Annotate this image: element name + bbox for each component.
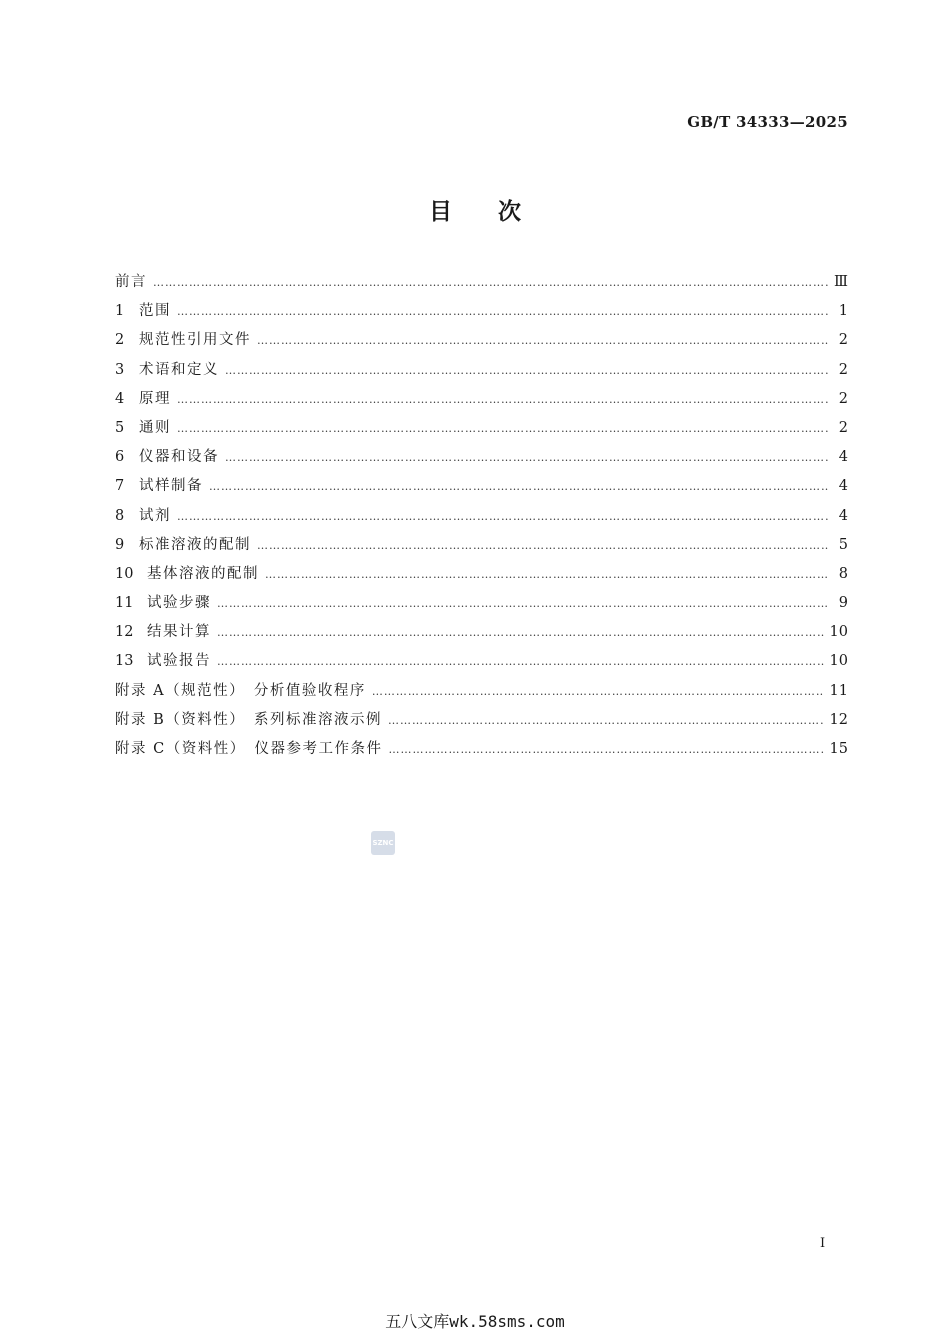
- toc-entry-number: 3: [115, 361, 125, 378]
- toc-entry-number: 12: [115, 624, 134, 641]
- toc-entry-label: 附录 A（规范性） 分析值验收程序: [115, 682, 366, 699]
- toc-entry-label: 范围: [139, 303, 171, 320]
- toc-entry-page: 2: [838, 419, 848, 436]
- toc-entry-page: 4: [838, 478, 848, 495]
- toc-entry-label: 结果计算: [147, 624, 211, 641]
- toc-entry[interactable]: [115, 416, 848, 445]
- toc-entry-page: 2: [838, 361, 848, 378]
- toc-entry[interactable]: [115, 328, 848, 357]
- toc-entry[interactable]: [115, 591, 848, 620]
- toc-dot-leader: [217, 626, 824, 639]
- toc-entry-label: 前言: [115, 274, 147, 290]
- toc-dot-leader: [265, 568, 828, 581]
- toc-entry-page: 9: [838, 595, 848, 612]
- toc-entry-page: 15: [829, 741, 848, 757]
- toc-entry-number: 11: [115, 595, 134, 612]
- toc-dot-leader: [217, 655, 824, 668]
- toc-entry-number: 5: [115, 419, 125, 436]
- toc-entry[interactable]: [115, 270, 848, 299]
- toc-entry[interactable]: [115, 504, 848, 533]
- toc-entry-label: 标准溶液的配制: [139, 536, 251, 553]
- toc-dot-leader: [177, 422, 828, 435]
- table-of-contents: [115, 270, 848, 766]
- toc-entry[interactable]: [115, 387, 848, 416]
- toc-entry-label: 通则: [139, 419, 171, 436]
- toc-entry[interactable]: [115, 737, 848, 766]
- toc-entry-label: 试样制备: [139, 478, 203, 495]
- toc-entry-label: 附录 B（资料性） 系列标准溶液示例: [115, 711, 383, 728]
- toc-dot-leader: [209, 480, 828, 493]
- toc-entry[interactable]: [115, 649, 848, 678]
- toc-entry-number: 9: [115, 536, 125, 553]
- toc-entry-number: 2: [115, 332, 125, 349]
- toc-entry-label: 试剂: [139, 507, 171, 524]
- toc-dot-leader: [225, 451, 828, 464]
- toc-entry-number: 6: [115, 449, 125, 466]
- toc-dot-leader: [225, 364, 828, 377]
- toc-title: 目次: [429, 198, 567, 225]
- toc-entry-page: 10: [829, 624, 848, 641]
- toc-entry[interactable]: [115, 474, 848, 503]
- toc-entry-label: 规范性引用文件: [139, 332, 251, 349]
- toc-entry[interactable]: [115, 562, 848, 591]
- toc-entry-number: 8: [115, 507, 125, 524]
- toc-entry-label: 原理: [139, 390, 171, 407]
- toc-dot-leader: [177, 305, 828, 318]
- toc-entry[interactable]: [115, 445, 848, 474]
- toc-entry-page: 2: [838, 332, 848, 349]
- toc-entry[interactable]: [115, 533, 848, 562]
- toc-entry-page: 12: [829, 711, 848, 728]
- toc-entry-label: 基体溶液的配制: [147, 565, 259, 582]
- standard-code: GB/T 34333—2025: [687, 113, 848, 131]
- toc-dot-leader: [257, 539, 828, 552]
- toc-entry[interactable]: [115, 299, 848, 328]
- toc-entry-page: 4: [838, 507, 848, 524]
- toc-entry-page: 11: [829, 682, 848, 699]
- toc-entry-number: 1: [115, 303, 125, 320]
- toc-entry-label: 术语和定义: [139, 361, 219, 378]
- toc-entry-page: 1: [838, 303, 848, 320]
- toc-entry[interactable]: [115, 679, 848, 708]
- toc-dot-leader: [257, 334, 828, 347]
- toc-entry-number: 13: [115, 653, 134, 670]
- toc-entry-label: 仪器和设备: [139, 449, 219, 466]
- toc-dot-leader: [177, 393, 828, 406]
- toc-dot-leader: [388, 743, 823, 756]
- toc-entry-page: 4: [838, 449, 848, 466]
- toc-entry-number: 4: [115, 390, 125, 407]
- toc-entry[interactable]: [115, 358, 848, 387]
- toc-entry-label: 试验报告: [147, 653, 211, 670]
- toc-entry-page: Ⅲ: [834, 274, 848, 290]
- toc-dot-leader: [177, 510, 828, 523]
- watermark-logo-icon: SZNC: [371, 831, 395, 855]
- toc-entry-page: 8: [838, 565, 848, 582]
- toc-entry-page: 2: [838, 390, 848, 407]
- toc-dot-leader: [217, 597, 828, 610]
- toc-dot-leader: [153, 276, 828, 289]
- toc-entry-label: 附录 C（资料性） 仪器参考工作条件: [115, 741, 383, 757]
- toc-dot-leader: [388, 714, 824, 727]
- toc-entry-number: 10: [115, 565, 134, 582]
- footer-watermark: 五八文库wk.58sms.com: [385, 1312, 565, 1331]
- toc-entry-page: 5: [838, 536, 848, 553]
- toc-entry[interactable]: [115, 620, 848, 649]
- toc-entry[interactable]: [115, 708, 848, 737]
- toc-entry-number: 7: [115, 478, 125, 495]
- page-number: I: [820, 1236, 826, 1251]
- toc-entry-label: 试验步骤: [147, 595, 211, 612]
- toc-dot-leader: [372, 685, 824, 698]
- toc-entry-page: 10: [829, 653, 848, 670]
